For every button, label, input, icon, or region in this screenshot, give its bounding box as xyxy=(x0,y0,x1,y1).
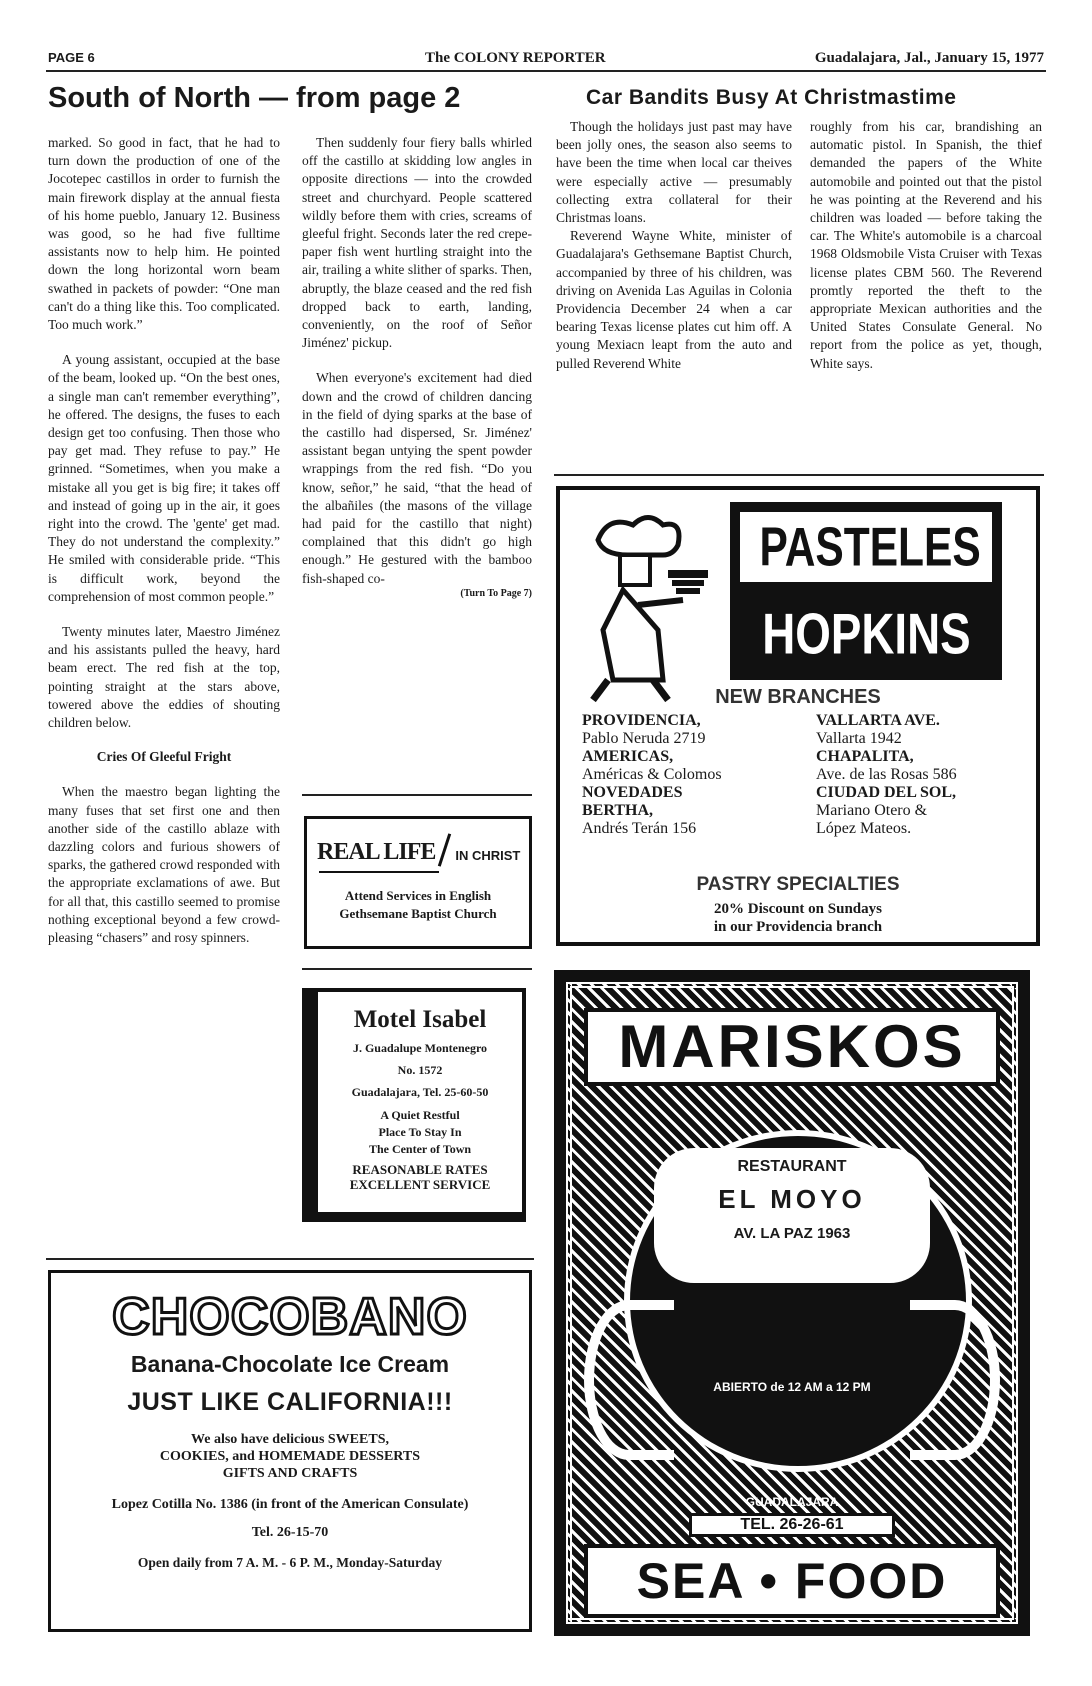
paragraph: roughly from his car, brandishing an automatic pistol. In Spanish, the thief demanded the papers of the White automobile and pointed out that the pistol he was pointing at the Reverend and his children was loaded — before taking the car. The White's automobile is a charcoal 1968 Oldsmobile Vista Cruiser with Texas license plates CBM 560. The Reverend promtly reported the theft to the appropriate Mexican authorities and the United States Consulate General. No report from the police as yet, though, White says. xyxy=(810,119,1042,371)
chocobano-line: COOKIES, and HOMEMADE DESSERTS xyxy=(159,1449,421,1464)
pasteles-ad xyxy=(556,486,1040,946)
chocobano-line: GIFTS AND CRAFTS xyxy=(222,1466,358,1481)
paragraph: When everyone's excitement had died down and the crowd of children dancing in the field of dying sparks at the base of the castillo had dispersed, Sr. Jiménez' assistant began untying the spent powder wrappings from the red fish. “Do you know, señor,” he said, “that the head of the albañiles (the masons of the village had paid for the castillo that night) complained that this didn't go high enough.” He gestured with the bamboo fish-shaped co- xyxy=(302,370,532,586)
motel-service: EXCELLENT SERVICE xyxy=(349,1177,491,1192)
column-rule xyxy=(302,968,532,970)
discount-line: in our Providencia branch xyxy=(713,919,883,935)
restaurant-label: RESTAURANT xyxy=(737,1158,847,1175)
underline xyxy=(319,871,439,873)
chocobano-slogan: JUST LIKE CALIFORNIA!!! xyxy=(127,1388,453,1416)
reallife-header xyxy=(317,833,520,867)
chocobano-product: Banana-Chocolate Ice Cream xyxy=(130,1351,450,1377)
story2-column-1 xyxy=(556,118,792,373)
paragraph: Reverend Wayne White, minister of Guadalajara's Gethsemane Baptist Church, accompanied by three of his children, was driving on Avenida Las Aguilas in Colonia Providencia December 24 when a car bearing Texas license plates cut him off. A young Mexiacn leapt from the auto and pulled Reverend White xyxy=(556,228,792,371)
specialties-title: PASTRY SPECIALTIES xyxy=(696,874,900,895)
motel-tag: The Center of Town xyxy=(368,1142,472,1156)
branches-title: NEW BRANCHES xyxy=(715,686,881,708)
column-rule xyxy=(46,1258,534,1260)
paragraph: marked. So good in fact, that he had to turn down the production of one of the Jocotepec castillos in order to furnish the main firework display at the annual fiesta of his home pueblo, January 12. Business was good, so he had five fulltime assistants now to help him. He pointed down the long horizontal worn beam swathed in packets of powder: “One man can't do a thing like this. Too complicated. Too much work.” xyxy=(48,135,280,333)
pasteles-panel xyxy=(740,512,992,582)
masthead-rule xyxy=(46,70,1046,72)
branch-name: BERTHA, xyxy=(582,802,654,819)
dateline: Guadalajara, Jal., January 15, 1977 xyxy=(814,50,1044,66)
mariskos-title: MARISKOS xyxy=(584,1008,1000,1086)
branch-address: Andrés Terán 156 xyxy=(582,820,697,837)
telephone: TEL. 26-26-61 xyxy=(689,1513,895,1537)
paper-name: The COLONY REPORTER xyxy=(425,50,606,66)
discount-line: 20% Discount on Sundays xyxy=(714,901,882,917)
branch-address: Ave. de las Rosas 586 xyxy=(816,766,957,783)
branch-name: CIUDAD DEL SOL, xyxy=(816,784,957,801)
subheading: Cries Of Gleeful Fright xyxy=(96,749,232,765)
branch-name: VALLARTA AVE. xyxy=(816,712,940,729)
chocobano-line: We also have delicious SWEETS, xyxy=(191,1432,389,1447)
paragraph: When the maestro began lighting the many fuses that set first one and then another side of the castillo ablaze with dazzling colors and furious showers of sparks, the gathered crowd responded with the appropriate exclamations of awe. But for all that, this castillo seemed to promise nothing exceptional beyond a few crowd-pleasing “chasers” and rosy spinners. xyxy=(48,784,280,945)
story2-column-2 xyxy=(810,118,1042,373)
city-label: GUADALAJARA xyxy=(745,1495,839,1509)
restaurant-name: EL MOYO xyxy=(718,1184,866,1214)
paragraph: Twenty minutes later, Maestro Jiménez and his assistants pulled the heavy, hard beam erect. The red fish at the top, pointing straight at the stars above, towered above the eddies of shouting children below. xyxy=(48,624,280,731)
branches-left xyxy=(582,712,722,838)
jump-line: (Turn To Page 7) xyxy=(460,587,532,599)
motel-name: Motel Isabel xyxy=(353,1006,487,1033)
opening-hours: ABIERTO de 12 AM a 12 PM xyxy=(713,1380,871,1394)
reallife-tag: IN CHRIST xyxy=(455,848,521,863)
story-column-1 xyxy=(48,134,280,947)
paragraph: Then suddenly four fiery balls whirled off the castillo at skidding low angles in opposite directions — into the crowded street and churchyard. People scattered wildly before them with cries, screams of gleeful fright. Seconds later the red crepe-paper fish went hurtling straight into the air, trailing a white slither of sparks. Then, abruptly, the blaze ceased and the red fish dropped back to earth, landing, conveniently, on the roof of Señor Jiménez' pickup. xyxy=(302,135,532,351)
column-rule xyxy=(554,474,1044,476)
motel-number: No. 1572 xyxy=(397,1063,443,1077)
chocobano-hours: Open daily from 7 A. M. - 6 P. M., Monday-Saturday xyxy=(137,1555,443,1570)
motel-tag: A Quiet Restful xyxy=(380,1108,460,1122)
story-headline: South of North — from page 2 xyxy=(48,82,461,114)
chocobano-address: Lopez Cotilla No. 1386 (in front of the American Consulate) xyxy=(111,1497,469,1512)
restaurant-address: AV. LA PAZ 1963 xyxy=(733,1225,851,1242)
chocobano-telephone: Tel. 26-15-70 xyxy=(251,1525,329,1540)
reallife-line1: Attend Services in English xyxy=(344,888,492,903)
page-number: PAGE 6 xyxy=(48,50,95,65)
story-headline-2: Car Bandits Busy At Christmastime xyxy=(586,86,957,109)
branch-name: AMERICAS, xyxy=(582,748,674,765)
reallife-line2: Gethsemane Baptist Church xyxy=(339,906,497,921)
motel-street: J. Guadalupe Montenegro xyxy=(352,1041,488,1055)
branch-address: Pablo Neruda 2719 xyxy=(582,730,706,747)
chocobano-ad xyxy=(48,1270,532,1632)
branch-address: Mariano Otero & xyxy=(816,802,928,819)
paragraph: A young assistant, occupied at the base of the beam, looked up. “On the best ones, a single man can't remember everything”, he offered. The designs, the fuses to each design get too confusing. Then those who pay get mad. They refuse to pay.” He grinned. “Sometimes, when you make a mistake all you get is big fire; it takes off and instead of going up in the air, it goes right into the crowd. The 'gente' get mad. They do not understand the complexity.” He smiled with considerable pride. “This is difficult work, beyond the comprehension of most common people.” xyxy=(48,352,280,604)
pasteles-logo xyxy=(730,502,1002,680)
hopkins-name: HOPKINS xyxy=(761,603,971,667)
restaurant-panel xyxy=(654,1148,930,1283)
reallife-ad xyxy=(304,816,532,949)
chef-illustration-icon xyxy=(578,510,718,710)
branch-name: PROVIDENCIA, xyxy=(582,712,701,729)
mariskos-ad xyxy=(554,970,1030,1636)
branch-address: López Mateos. xyxy=(816,820,912,837)
seafood-title: SEA • FOOD xyxy=(584,1544,1000,1618)
paragraph: Though the holidays just past may have been jolly ones, the season also seems to have been the time when local car theives were especially active — presumably collecting extra collateral for their Christmas loans. xyxy=(556,119,792,226)
column-rule xyxy=(302,794,532,796)
motel-tag: Place To Stay In xyxy=(378,1125,462,1139)
motel-ad xyxy=(302,988,526,1216)
reallife-logo: REAL LIFE xyxy=(317,839,436,865)
chocobano-logo: CHOCOBANO xyxy=(112,1288,468,1346)
motel-rates: REASONABLE RATES xyxy=(352,1162,488,1177)
branches-right xyxy=(816,712,957,838)
branch-name: NOVEDADES xyxy=(582,784,683,801)
pasteles-name: PASTELES xyxy=(759,516,981,578)
story-column-2 xyxy=(302,134,532,599)
cross-icon xyxy=(438,833,451,866)
branch-address: Américas & Colomos xyxy=(582,766,722,783)
branch-address: Vallarta 1942 xyxy=(816,730,902,747)
motel-city-tel: Guadalajara, Tel. 25-60-50 xyxy=(351,1085,489,1099)
branch-name: CHAPALITA, xyxy=(816,748,914,765)
